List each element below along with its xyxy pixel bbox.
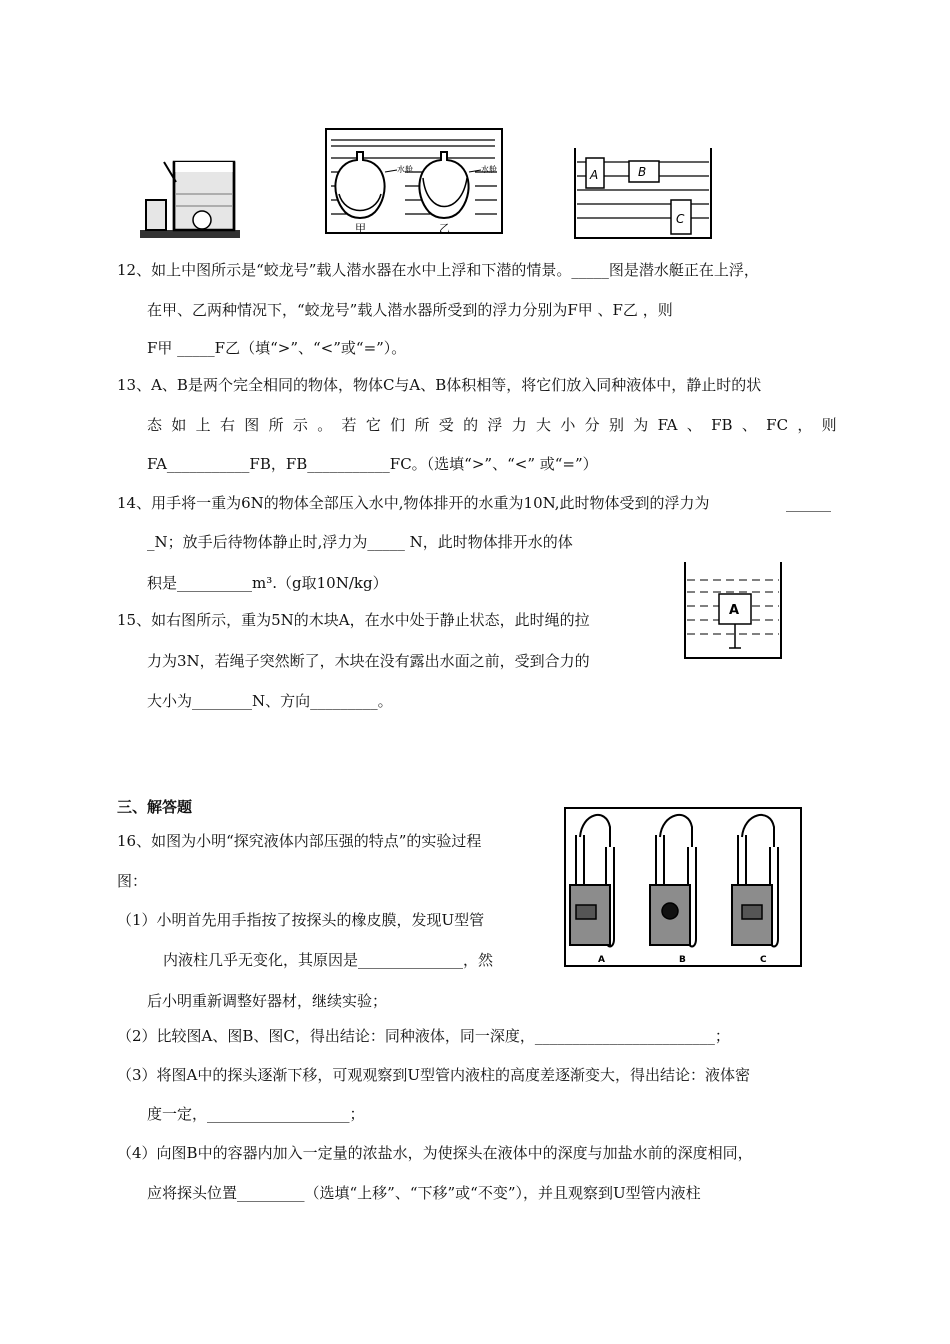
q13-word: 。: [317, 416, 333, 434]
sub-tank-label-right: 水舱: [481, 165, 497, 174]
q13-word: 力: [511, 416, 527, 434]
q15-line-2: 力为3N，若绳子突然断了，木块在没有露出水面之前，受到合力的: [147, 652, 590, 670]
section-title: 三、解答题: [117, 798, 193, 816]
figure-vessel-ball: [140, 148, 240, 240]
q16-part4-line-1: （4）向图B中的容器内加入一定量的浓盐水，为使探头在液体中的深度与加盐水前的深度相同，: [117, 1144, 753, 1162]
q13-word: 上: [195, 416, 211, 434]
figure-u-tubes: [564, 807, 802, 967]
u-tube-label-c: C: [760, 955, 767, 965]
q14-line-1: 14、用手将一重为6N的物体全部压入水中,物体排开的水重为10N,此时物体受到的浮力为: [117, 494, 710, 512]
q13-word: 的: [463, 416, 479, 434]
q16-part3-line-2: 度一定，___________________；: [147, 1105, 365, 1123]
q16-line-1: 16、如图为小明“探究液体内部压强的特点”的实验过程: [117, 832, 482, 850]
q16-part4-line-2: 应将探头位置_________（选填“上移”、“下移”或“不变”），并且观察到U型管内液柱: [147, 1184, 701, 1202]
figure-submarines: [325, 128, 503, 234]
q15-line-1: 15、如右图所示，重为5N的木块A，在水中处于静止状态，此时绳的拉: [117, 611, 590, 629]
q13-word: 、: [686, 416, 702, 434]
u-tube-label-a: A: [598, 955, 605, 965]
q13-word: 小: [560, 416, 576, 434]
q14-line-2: _N；放手后待物体静止时,浮力为_____ N，此时物体排开水的体: [147, 533, 573, 551]
q13-word: 别: [608, 416, 624, 434]
q13-word: 若: [341, 416, 357, 434]
q13-word: FB: [711, 416, 733, 434]
q13-word: 们: [390, 416, 406, 434]
block-a-label: A: [590, 168, 599, 182]
q12-line-3: F甲 _____F乙（填“>”、“<”或“=”）。: [147, 339, 407, 357]
q13-word: 所: [268, 416, 284, 434]
u-tube-label-b: B: [679, 955, 686, 965]
q16-part1-line-2: 内液柱几乎无变化，其原因是______________，然: [163, 951, 494, 969]
q13-line-1: 13、A、B是两个完全相同的物体，物体C与A、B体积相等，将它们放入同种液体中，静止时的状: [117, 376, 762, 394]
q13-word: 它: [365, 416, 381, 434]
figure-wood-block: [683, 562, 783, 660]
q13-word: FA: [657, 416, 678, 434]
q12-line-1: 12、如上中图所示是“蛟龙号”载人潜水器在水中上浮和下潜的情景。_____图是潜水艇正在上浮，: [117, 261, 759, 279]
block-b-label: B: [638, 165, 647, 179]
q13-word: 、: [741, 416, 757, 434]
sub-tank-label-left: 水舱: [397, 165, 413, 174]
q13-word: 浮: [487, 416, 503, 434]
figure-floating-blocks: [573, 148, 713, 240]
q13-word: 所: [414, 416, 430, 434]
q16-part1-line-1: （1）小明首先用手指按了按探头的橡皮膜，发现U型管: [117, 911, 485, 929]
q13-word: 图: [244, 416, 260, 434]
sub-left-label: 甲: [355, 222, 366, 234]
q16-part1-line-3: 后小明重新调整好器材，继续实验；: [147, 992, 388, 1010]
q13-word: 分: [584, 416, 600, 434]
q13-word: 则: [821, 416, 837, 434]
q13-word: 为: [633, 416, 649, 434]
wood-block-label: A: [729, 603, 740, 618]
q13-line-2: [147, 414, 837, 436]
q13-word: 态: [147, 416, 163, 434]
q13-word: FC: [766, 416, 789, 434]
q16-part2: （2）比较图A、图B、图C，得出结论：同种液体，同一深度，________________________；: [117, 1027, 730, 1045]
block-c-label: C: [676, 212, 685, 226]
q12-line-2: 在甲、乙两种情况下，“蛟龙号”载人潜水器所受到的浮力分别为F甲 、F乙 ，则: [147, 301, 673, 319]
q14-line-1-blank: ______: [786, 494, 831, 512]
q13-word: ，: [797, 416, 813, 434]
q13-word: 受: [438, 416, 454, 434]
q13-word: 右: [219, 416, 235, 434]
q13-word: 大: [536, 416, 552, 434]
q16-line-2: 图：: [117, 872, 148, 890]
q13-word: 示: [292, 416, 308, 434]
q14-line-3: 积是__________m³.（g取10N/kg）: [147, 574, 388, 592]
q15-line-3: 大小为________N、方向_________。: [147, 692, 393, 710]
q13-line-3: FA___________FB，FB___________FC。（选填“>”、“<” 或“=”）: [147, 455, 598, 473]
q13-word: 如: [171, 416, 187, 434]
sub-right-label: 乙: [439, 222, 450, 234]
q16-part3-line-1: （3）将图A中的探头逐渐下移，可观观察到U型管内液柱的高度差逐渐变大，得出结论：液体密: [117, 1066, 751, 1084]
